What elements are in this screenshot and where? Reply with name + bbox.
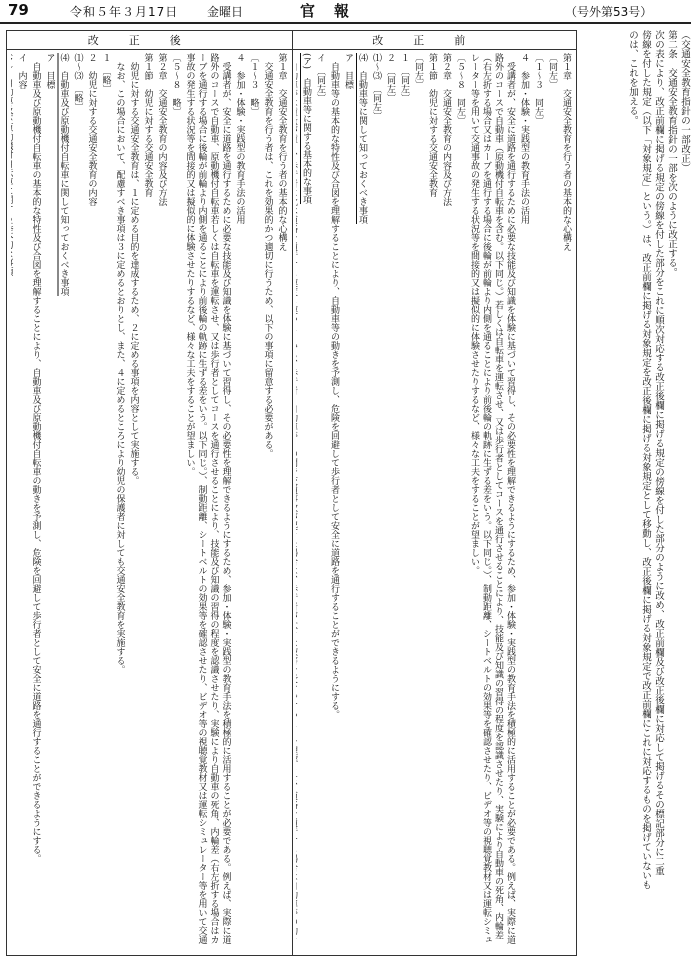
after-text: 受講者が、安全に道路を通行するために必要な技能及び知識を体験に基づいて習得し、その必要性を理解できるようにするため、参加・体験・実践型の教育手法を積極的に活用することが必要である。例えば、実際に道路外のコースで自動車、原動機付自転車若しくは自転車を運転させ、又は歩行者としてコースを通行させることにより、技能及び知識の習得の程度を認識させたり、実験により自動車の死角、内輪差（右左折する場合はカーブを通行する場合に後輪が前輪より内側を通ることにより前後輪の軌跡に生ずる差をいう。以下同じ。）、制動距離、シートベルトの効果等を確認させたり、ビデオ等の視聴覚教材又は運転シミュレーター等を用いて交通事故の発生する状況等を間接的又は擬似的に体験させたりするなど、様々な工夫をすることが望ましい。: [184, 53, 231, 944]
before-text: １ 〔同左〕: [399, 53, 409, 103]
before-chapter-title: 第２章 交通安全教育の内容及び方法: [441, 53, 451, 206]
after-text: ⑴～⑶ 〔略〕: [72, 53, 83, 112]
gazette-header: [0, 0, 691, 24]
after-text: ４ 参加・体験・実践型の教育手法の活用: [234, 53, 245, 224]
intro-article: 第二条 交通安全教育指針の一部を次のように改正する。: [666, 30, 677, 277]
after-text: 〔５～８ 略〕: [170, 53, 181, 116]
before-text: (ア) 自動車等に関する基本的な事項: [301, 53, 311, 205]
issue-date: 令和５年３月17日: [70, 5, 179, 19]
before-text: イ 〔同左〕: [315, 53, 325, 103]
weekday: 金曜日: [207, 5, 244, 19]
after-text: １ 〔略〕: [100, 53, 111, 94]
before-text: ２ 〔同左〕: [385, 53, 395, 103]
after-text: 自動車及び原動機付自転車の基本的な特性及び合図を理解することにより、自動車及び原動機付自転車の動きを予測し、危険を回避して歩行者として安全に道路を通行することができるようにする。: [30, 53, 41, 863]
column-divider: [292, 31, 293, 955]
after-text: ２ 幼児に対する交通安全教育の内容: [86, 53, 97, 206]
column-header-after: 改正後: [87, 34, 211, 47]
after-text: 〔１～３ 略〕: [248, 53, 259, 116]
before-text: 自動車等の基本的な特性及び合図を理解することにより、自動車等の動きを予測し、危険を回避して歩行者として安全に道路を通行することができるようにする。: [329, 53, 339, 719]
before-text: ⑴～⑶ 〔同左〕: [371, 53, 381, 121]
before-text: [296, 53, 299, 949]
intro-line-2: 傍線を付した規定（以下「対象規定」という。）は、改正前欄に掲げる対象規定を改正後欄に掲げる対象規定として移動し、改正後欄に掲げる対象規定で改正前欄にこれに対応するものを掲げていないも: [640, 30, 651, 890]
after-column: [11, 53, 288, 949]
before-text: 〔１～３ 同左〕: [533, 53, 543, 125]
page-number: 79: [8, 1, 29, 19]
before-chapter-title: 第１章 交通安全教育を行う者の基本的な心構え: [561, 53, 571, 251]
before-text: 受講者が、安全に道路を通行するために必要な技能及び知識を体験に基づいて習得し、その必要性を理解できるようにするため、参加・体験・実践型の教育手法を積極的に活用することが必要である。例えば、実際に道路外のコースで自動車（原動機付自転車を含む。以下同じ。）若しくは自転車を運転させ、又は歩行者としてコースを通行させることにより、技能及び知識の習得の程度を認識させたり、実験により自動車の死角、内輪差（右左折する場合又はカーブを通行する場合に後輪が前輪より内側を通ることにより前後輪の軌跡に生ずる差をいう。以下同じ。）、制動距離、シートベルトの効果等を確認させたり、ビデオ等の視聴覚教材又は運転シミュレーター等を用いて交通事故の発生する状況等を間接的又は擬似的に体験させたりするなど、様々な工夫をすることが望ましい。: [469, 53, 515, 944]
after-text: 交通安全教育を行う者は、これを効果的かつ適切に行うため、以下の事項に留意する必要がある。: [262, 53, 273, 458]
intro-line-1: 次の表により、改正前欄に掲げる規定の傍線を付した部分をこれに順次対応する改正後欄に掲げる規定の傍線を付した部分のように改め、改正前欄及び改正後欄に対応して掲げるその標記部分に二重: [653, 30, 664, 876]
after-chapter-title: 第１章 交通安全教育を行う者の基本的な心構え: [276, 53, 287, 251]
before-text: ４ 参加・体験・実践型の教育手法の活用: [519, 53, 529, 224]
after-text: イ 内容: [16, 53, 27, 89]
before-text: 〔５～８ 同左〕: [455, 53, 465, 125]
after-text: ア 目標: [44, 53, 55, 89]
after-text: 幼児に対する交通安全教育は、１に定める目的を達成するため、２に定める事項を内容として実施する。: [128, 53, 139, 485]
amendment-intro: [579, 30, 691, 956]
after-text: ⑷ 自動車及び原動機付自転車に関して知っておくべき事項: [58, 53, 69, 296]
after-chapter-title: 第２章 交通安全教育の内容及び方法: [156, 53, 167, 206]
after-section-title: 第１節 幼児に対する交通安全教育: [142, 53, 153, 197]
before-text: ⑷ 自動車等に関して知っておくべき事項: [357, 53, 367, 224]
before-column: [296, 53, 573, 949]
after-text: なお、この場合において、配慮すべき事項は３に定めるとおりとし、また、４に定めるところにより幼児の保護者に対しても交通安全教育を実施する。: [114, 53, 125, 674]
before-text: ア 目標: [343, 53, 353, 89]
gazette-title: 官 報: [300, 2, 352, 20]
before-text: 〔同左〕: [413, 53, 423, 89]
intro-title: （交通安全教育指針の一部改正）: [679, 30, 690, 173]
after-text: [11, 53, 14, 949]
before-text: 〔同左〕: [547, 53, 557, 89]
comparison-table: [6, 30, 577, 956]
intro-line-3: のは、これを加える。: [627, 30, 638, 125]
column-header-before: 改正前: [372, 34, 496, 47]
extra-issue-number: （号外第53号）: [565, 5, 653, 19]
before-section-title: 第１節 幼児に対する交通安全教育: [427, 53, 437, 197]
